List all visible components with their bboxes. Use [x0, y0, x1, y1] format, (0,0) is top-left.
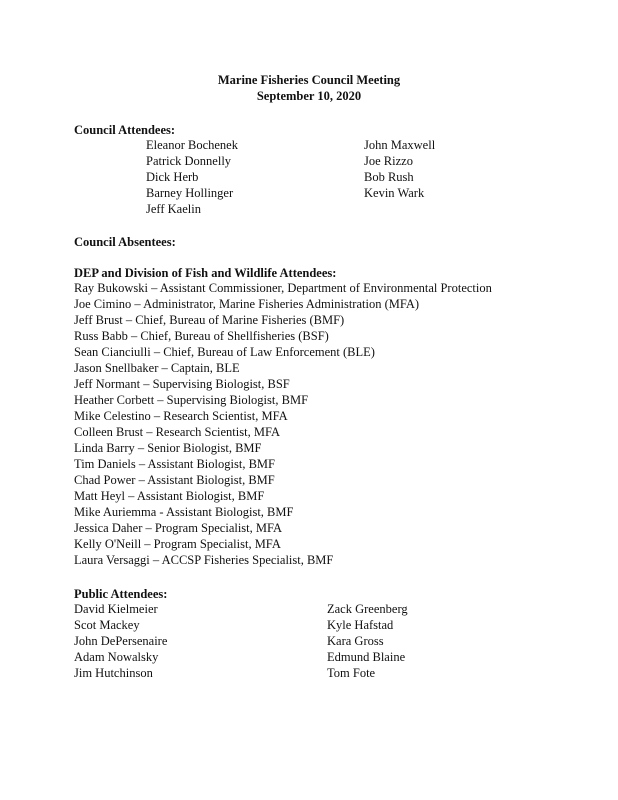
list-item: Eleanor Bochenek [146, 138, 238, 152]
list-item: Mike Celestino – Research Scientist, MFA [74, 409, 288, 423]
list-item: Joe Cimino – Administrator, Marine Fisheries Administration (MFA) [74, 297, 420, 311]
list-item: Barney Hollinger [146, 186, 234, 200]
list-item: Chad Power – Assistant Biologist, BMF [74, 473, 275, 487]
list-item: Jason Snellbaker – Captain, BLE [74, 361, 240, 375]
list-item: Ray Bukowski – Assistant Commissioner, Department of Environmental Protection [74, 281, 492, 295]
list-item: Joe Rizzo [364, 154, 413, 168]
list-item: Jeff Kaelin [146, 202, 201, 216]
list-item: Jeff Normant – Supervising Biologist, BSF [74, 377, 290, 391]
list-item: Kara Gross [327, 634, 384, 648]
list-item: Kevin Wark [364, 186, 425, 200]
list-item: Tom Fote [327, 666, 376, 680]
public-attendees-heading: Public Attendees: [74, 587, 168, 601]
list-item: Jim Hutchinson [74, 666, 153, 680]
list-item: Jessica Daher – Program Specialist, MFA [74, 521, 283, 535]
list-item: David Kielmeier [74, 602, 158, 616]
page-title: Marine Fisheries Council Meeting [217, 73, 401, 87]
list-item: Matt Heyl – Assistant Biologist, BMF [74, 489, 265, 503]
list-item: Russ Babb – Chief, Bureau of Shellfisheries (BSF) [74, 329, 329, 343]
list-item: Bob Rush [364, 170, 414, 184]
public-attendees-right-list [327, 601, 408, 681]
meeting-date: September 10, 2020 [256, 89, 362, 103]
dep-attendees-heading: DEP and Division of Fish and Wildlife Attendees: [74, 266, 337, 280]
list-item: Patrick Donnelly [146, 154, 232, 168]
list-item: Laura Versaggi – ACCSP Fisheries Specialist, BMF [74, 553, 334, 567]
list-item: Linda Barry – Senior Biologist, BMF [74, 441, 262, 455]
council-attendees-heading: Council Attendees: [74, 123, 176, 137]
public-attendees-left-list [74, 601, 167, 681]
list-item: Zack Greenberg [327, 602, 408, 616]
list-item: Edmund Blaine [327, 650, 406, 664]
list-item: Tim Daniels – Assistant Biologist, BMF [74, 457, 275, 471]
list-item: Heather Corbett – Supervising Biologist, BMF [74, 393, 309, 407]
list-item: Mike Auriemma - Assistant Biologist, BMF [74, 505, 294, 519]
list-item: Jeff Brust – Chief, Bureau of Marine Fisheries (BMF) [74, 313, 345, 327]
dep-attendees-list [74, 280, 492, 568]
council-attendees-right-list [364, 137, 435, 201]
list-item: Dick Herb [146, 170, 199, 184]
council-attendees-left-list [146, 137, 238, 217]
list-item: Colleen Brust – Research Scientist, MFA [74, 425, 280, 439]
list-item: Scot Mackey [74, 618, 140, 632]
list-item: Kyle Hafstad [327, 618, 394, 632]
list-item: John Maxwell [364, 138, 436, 152]
list-item: Sean Cianciulli – Chief, Bureau of Law Enforcement (BLE) [74, 345, 375, 359]
list-item: Kelly O'Neill – Program Specialist, MFA [74, 537, 281, 551]
council-absentees-heading: Council Absentees: [74, 235, 176, 249]
list-item: John DePersenaire [74, 634, 168, 648]
list-item: Adam Nowalsky [74, 650, 159, 664]
